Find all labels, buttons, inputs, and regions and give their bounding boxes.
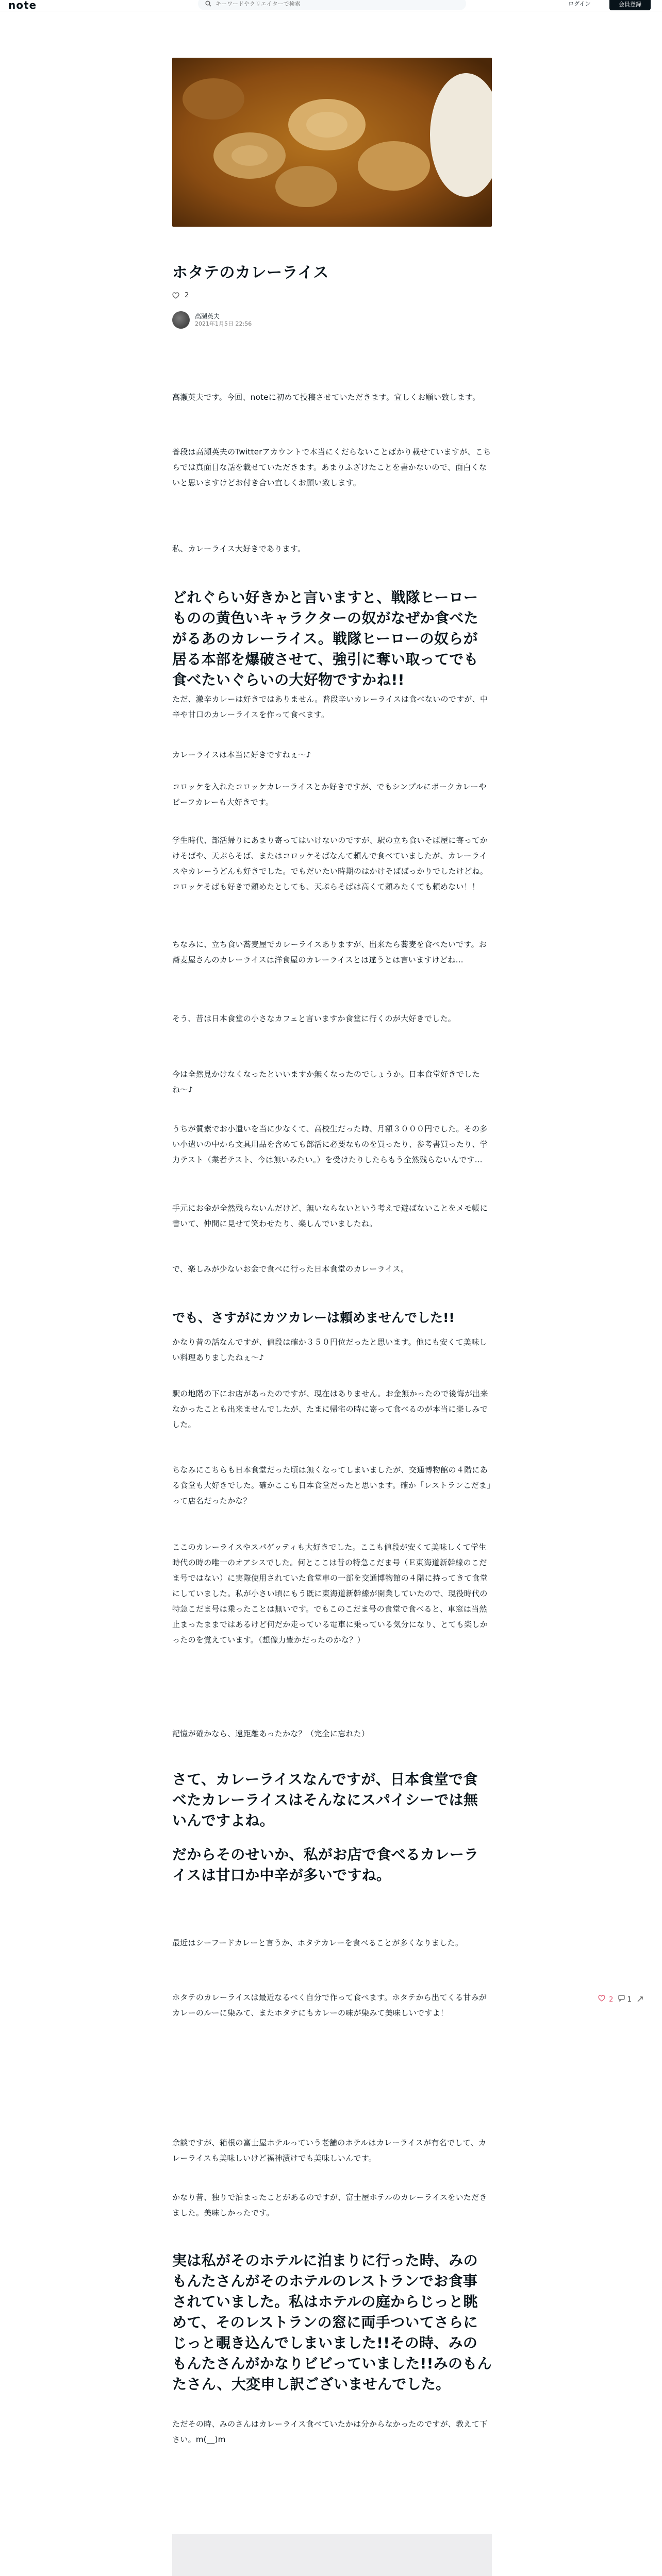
- paragraph: ただその時、みのさんはカレーライス食べていたかは分からなかったのですが、教えて下さい。m(__)m: [172, 2419, 488, 2444]
- heart-icon: [598, 1995, 605, 2002]
- section-heading: さて、カレーライスなんですが、日本食堂で食べたカレーライスはそんなにスパイシーでは無いんですよね。: [172, 1771, 478, 1829]
- top-bar: [0, 0, 662, 11]
- heart-icon[interactable]: [172, 292, 179, 299]
- side-like-count: 2: [609, 1996, 614, 2004]
- section-heading: だからそのせいか、私がお店で食べるカレーライスは甘口か中辛が多いですね。: [172, 1846, 479, 1884]
- share-icon[interactable]: [637, 1996, 643, 2003]
- like-count: 2: [185, 292, 189, 299]
- register-button[interactable]: 会員登録: [609, 0, 651, 10]
- search-input[interactable]: [216, 1, 442, 7]
- side-actions: [598, 1995, 643, 2004]
- paragraph: ホタテのカレーライスは最近なるべく自分で作って食べます。ホタテから出てくる甘みがカレーのルーに染みて、またホタテにもカレーの味が染みて美味しいですよ！: [172, 1993, 487, 2018]
- article-title: ホタテのカレーライス: [172, 264, 329, 282]
- post-date: 2021年1月5日 22:56: [195, 320, 252, 327]
- paragraph: コロッケを入れたコロッケカレーライスとか好きですが、でもシンプルにポークカレーやビーフカレーも大好きです。: [172, 782, 487, 807]
- search-icon: [205, 1, 211, 7]
- paragraph: 高瀬英夫です。今回、noteに初めて投稿させていただきます。宜しくお願い致します。: [172, 393, 481, 402]
- paragraph: そう、昔は日本食堂の小さなカフェと言いますか食堂に行くのが大好きでした。: [172, 1014, 456, 1023]
- paragraph: 最近はシーフードカレーと言うか、ホタテカレーを食べることが多くなりました。: [172, 1938, 464, 1947]
- paragraph: ちなみに、立ち食い蕎麦屋でカレーライスありますが、出来たら蕎麦を食べたいです。お蕎麦屋さんのカレーライスは洋食屋のカレーライスとは違うとは言いますけどね…: [172, 940, 487, 964]
- section-heading: どれぐらい好きかと言いますと、戦隊ヒーローものの黄色いキャラクターの奴がなぜか食べたがるあのカレーライス。戦隊ヒーローの奴らが居る本部を爆破させて、強引に奪い取ってでも食べたいぐらいの大好物ですかね!!: [172, 589, 478, 688]
- login-link[interactable]: ログイン: [568, 1, 591, 7]
- comment-icon: [618, 1995, 625, 2002]
- paragraph: かなり昔の話なんですが、値段は確か３５０円位だったと思います。他にも安くて美味しい料理ありましたねぇ〜♪: [172, 1337, 487, 1362]
- paragraph: 記憶が確かなら、遠距離あったかな？（完全に忘れた）: [172, 1729, 370, 1738]
- paragraph: 普段は高瀬英夫のTwitterアカウントで本当にくだらないことばかり載せていますが、こちらでは真面目な話を載せていただきます。あまりふざけたことを書かないので、面白くないと思いますけどお付き合い宜しくお願い致します。: [172, 447, 491, 487]
- section-heading: 実は私がそのホテルに泊まりに行った時、みのもんたさんがそのホテルのレストランでお食事されていました。私はホテルの庭からじっと眺めて、そのレストランの窓に両手ついてさらにじっと覗き込んでしまいました!!その時、みのもんたさんがかなりビビっていました!!みのもんたさん、大変申し訳ございませんでした。: [172, 2252, 492, 2393]
- paragraph: 駅の地階の下にお店があったのですが、現在はありません。お金無かったので後悔が出来なかったことも出来ませんでしたが、たまに帰宅の時に寄って食べるのが本当に楽しみでした。: [172, 1389, 488, 1429]
- search-box[interactable]: [198, 0, 466, 10]
- paragraph: かなり昔、独りで泊まったことがあるのですが、富士屋ホテルのカレーライスをいただきました。美味しかったです。: [172, 2193, 487, 2217]
- paragraph: うちが質素でお小遣いを当に少なくて、高校生だった時、月額３０００円でした。その多い小遣いの中から文具用品を含めても部活に必要なものを買ったり、参考書買ったり、学力テスト（業者テスト、今は無いみたい。）を受けたりしたらもう全然残らないんです…: [172, 1124, 488, 1164]
- paragraph: ここのカレーライスやスパゲッティも大好きでした。ここも値段が安くて美味しくて学生時代の時の唯一のオアシスでした。何とここは昔の特急こだま号（Ｅ東海道新幹線のこだま号ではない）に実際使用されていた食堂車の一部を交通博物館の４階に持ってきて食堂にしていました。私が小さい頃にもう既に東海道新幹線が開業していたので、現役時代の特急こだま号は乗ったことは無いです。でもこのこだま号の食堂で食べると、車窓は当然止まったままではあるけど何だか走っている電車に乗っている気分になり、とても楽しかったのを覚えています。（想像力豊かだったのかな？）: [172, 1543, 488, 1645]
- curry-photo: [172, 2534, 492, 2576]
- paragraph: ちなみにこちらも日本食堂だった頃は無くなってしまいましたが、交通博物館の４階にある食堂も大好きでした。確かここも日本食堂だったと思います。確か「レストランこだま」って店名だったかな？: [172, 1465, 491, 1505]
- paragraph: 今は全然見かけなくなったといいますか無くなったのでしょうか。日本食堂好きでしたね〜♪: [172, 1070, 480, 1094]
- side-comment-count: 1: [627, 1996, 632, 2004]
- author-block[interactable]: [172, 311, 252, 329]
- paragraph: 手元にお金が全然残らないんだけど、無いならないという考えで遊ばないことをメモ帳に書いて、仲間に見せて笑わせたり、楽しんでいましたね。: [172, 1204, 488, 1228]
- paragraph: で、楽しみが少ないお金で食べに行った日本食堂のカレーライス。: [172, 1264, 409, 1274]
- paragraph: 余談ですが、箱根の富士屋ホテルっていう老舗のホテルはカレーライスが有名でして、カレーライスも美味しいけど福神漬けでも美味しいんです。: [172, 2138, 487, 2163]
- paragraph: カレーライスは本当に好きですねぇ〜♪: [172, 750, 311, 759]
- hero-image: [172, 58, 492, 227]
- side-comment-button[interactable]: [618, 1995, 631, 2004]
- note-logo[interactable]: note: [8, 0, 37, 11]
- like-row: [172, 292, 189, 299]
- author-name[interactable]: 高瀬英夫: [195, 313, 220, 320]
- paragraph: 私、カレーライス大好きであります。: [172, 544, 306, 553]
- avatar[interactable]: [172, 311, 190, 329]
- paragraph: ただ、激辛カレーは好きではありません。普段辛いカレーライスは食べないのですが、中辛や甘口のカレーライスを作って食べます。: [172, 694, 488, 719]
- side-like-button[interactable]: [598, 1995, 613, 2004]
- section-heading: でも、さすがにカツカレーは頼めませんでした!!: [172, 1310, 455, 1325]
- paragraph: 学生時代、部活帰りにあまり寄ってはいけないのですが、駅の立ち食いそば屋に寄ってかけそばや、天ぷらそば、またはコロッケそばなんて頼んで食べていましたが、カレーライスやカレーうどんも好きでした。でもだいたい時期のはかけそばばっかりでしたけどね。コロッケそばも好きで頼めたとしても、天ぷらそばは高くて頼みたくても頼めない！！: [172, 836, 488, 891]
